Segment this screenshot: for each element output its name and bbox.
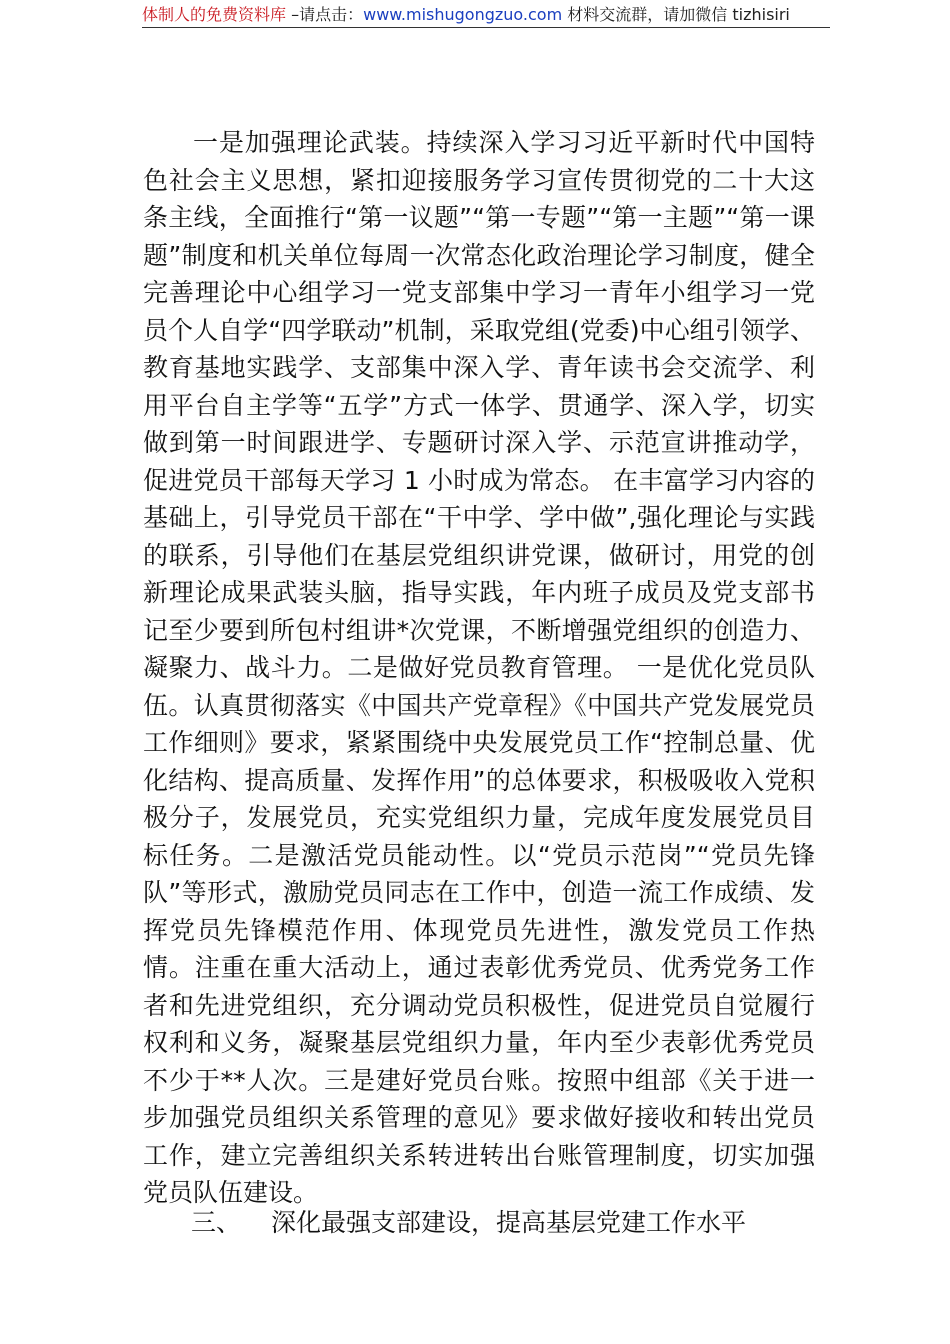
section-heading-text: 深化最强支部建设，提高基层党建工作水平 (271, 1208, 747, 1237)
header-separator: –请点击： (286, 5, 364, 24)
page-header (142, 4, 832, 28)
document-body (143, 124, 815, 1212)
header-url-link[interactable]: www.mishugongzuo.com (363, 5, 563, 24)
body-paragraph: 一是加强理论武装。持续深入学习习近平新时代中国特色社会主义思想，紧扣迎接服务学习宣传贯彻党的二十大这条主线，全面推行“第一议题”“第一专题”“第一主题”“第一课题”制度和机关单位每周一次常态化政治理论学习制度，健全完善理论中心组学习一党支部集中学习一青年小组学习一党员个人自学“四学联动”机制，采取党组(党委)中心组引领学、教育基地实践学、支部集中深入学、青年读书会交流学、利用平台自主学等“五学”方式一体学、贯通学、深入学，切实做到第一时间跟进学、专题研讨深入学、示范宣讲推动学，促进党员干部每天学习 1 小时成为常态。 在丰富学习内容的基础上，引导党员干部在“干中学、学中做”,强化理论与实践的联系，引导他们在基层党组织讲党课，做研讨，用党的创新理论成果武装头脑，指导实践，年内班子成员及党支部书记至少要到所包村组讲*次党课，不断增强党组织的创造力、凝聚力、战斗力。二是做好党员教育管理。 一是优化党员队伍。认真贯彻落实《中国共产党章程》《中国共产党发展党员工作细则》要求，紧紧围绕中央发展党员工作“控制总量、优化结构、提高质量、发挥作用”的总体要求，积极吸收入党积极分子，发展党员，充实党组织力量，完成年度发展党员目标任务。二是激活党员能动性。以“党员示范岗”“党员先锋队”等形式，激励党员同志在工作中，创造一流工作成绩、发挥党员先锋模范作用、体现党员先进性，激发党员工作热情。注重在重大活动上，通过表彰优秀党员、优秀党务工作者和先进党组织，充分调动党员积极性，促进党员自觉履行权利和义务，凝聚基层党组织力量，年内至少表彰优秀党员不少于**人次。三是建好党员台账。按照中组部《关于进一步加强党员组织关系管理的意见》要求做好接收和转出党员工作，建立完善组织关系转进转出台账管理制度，切实加强党员队伍建设。 (143, 128, 815, 1207)
section-heading (143, 1204, 815, 1242)
section-heading-number: 三、 (191, 1208, 242, 1237)
header-brand: 体制人的免费资料库 (142, 5, 287, 24)
header-tail: 材料交流群，请加微信 tizhisiri (562, 5, 790, 24)
header-divider (142, 27, 830, 28)
